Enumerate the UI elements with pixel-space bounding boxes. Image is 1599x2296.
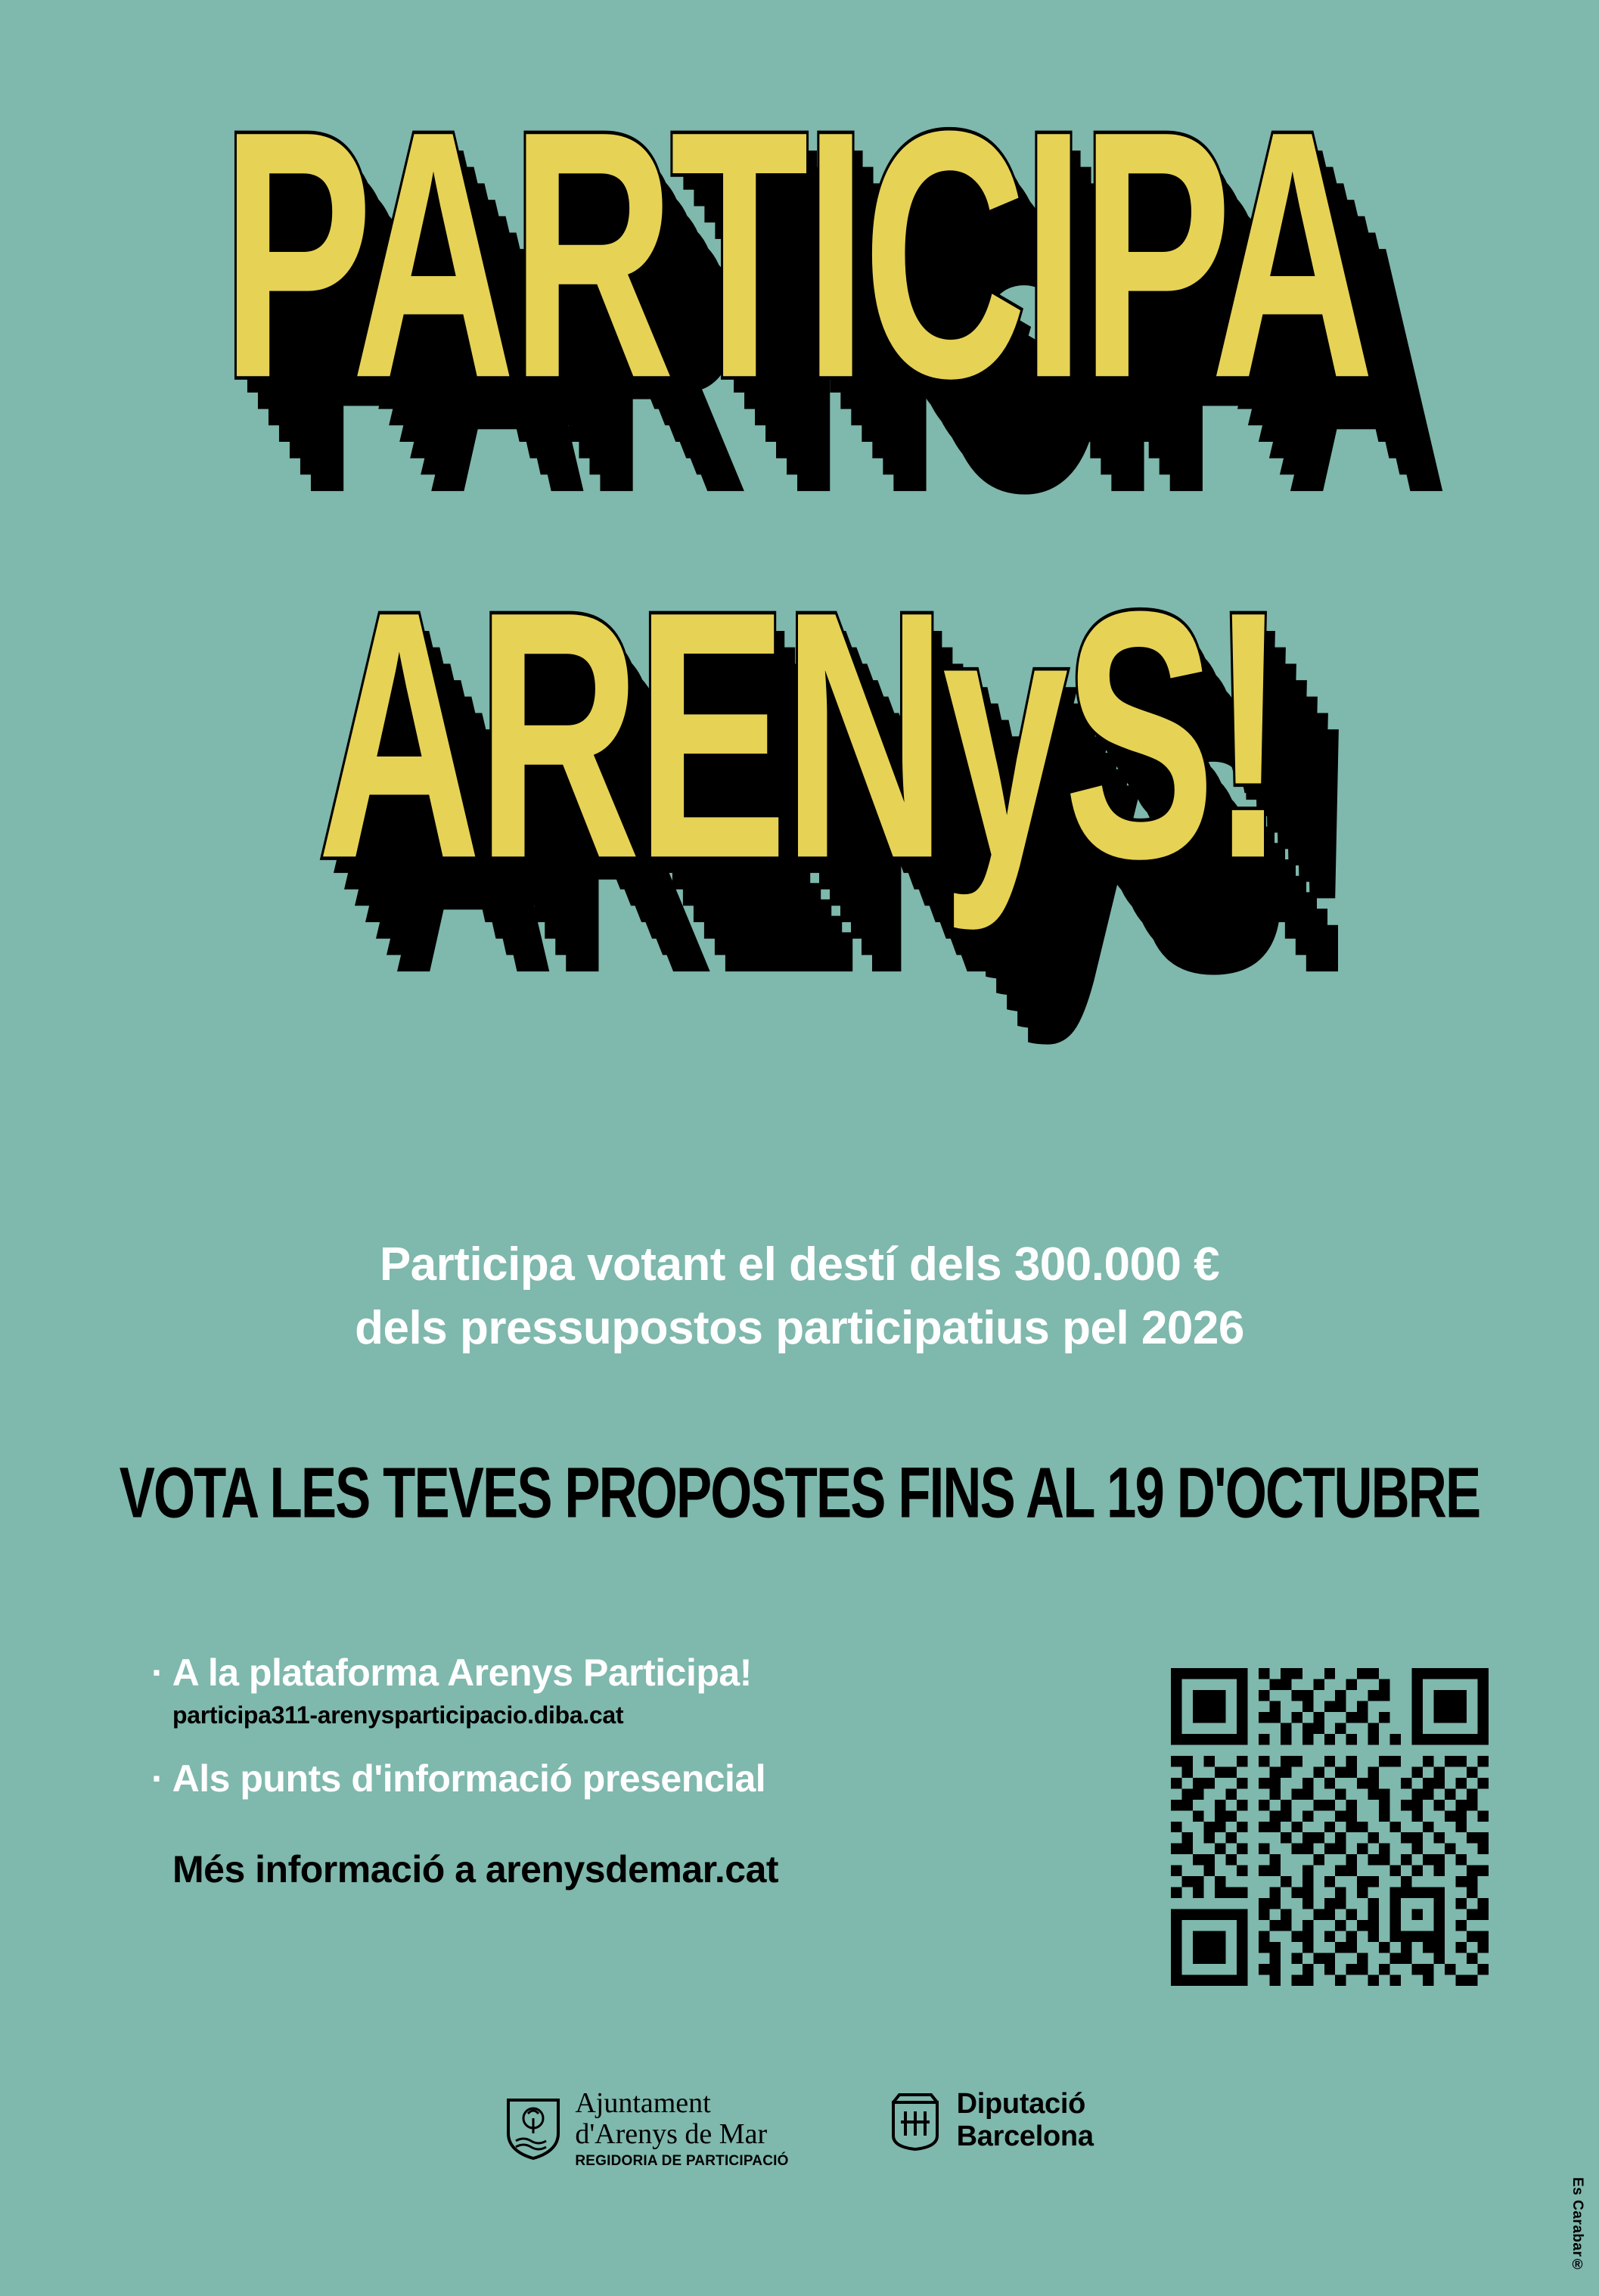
poster-headline <box>0 57 1599 932</box>
info-bullet-platform: · A la plataforma Arenys Participa! <box>151 1651 752 1694</box>
logo-diputacio-line-2: Barcelona <box>956 2120 1094 2152</box>
headline-line-2-lower: y <box>942 537 1064 932</box>
logo-ajuntament-arenys-de-mar <box>505 2088 788 2170</box>
headline-line-2-end: S! <box>1063 537 1282 932</box>
tree-shield-crest-icon <box>505 2097 561 2161</box>
logo-ajuntament-line-1: Ajuntament <box>575 2087 711 2119</box>
qr-code-icon <box>1171 1668 1489 1986</box>
headline-line-1: PARTICIPA <box>221 57 1371 452</box>
logo-diputacio-barcelona <box>887 2088 1094 2153</box>
logo-diputacio-line-1: Diputació <box>956 2088 1086 2120</box>
subtitle-line-2: dels pressupostos participatius pel 2026 <box>355 1301 1244 1354</box>
info-block <box>151 1649 1097 1891</box>
logo-ajuntament-line-3: REGIDORIA DE PARTICIPACIÓ <box>575 2153 789 2170</box>
headline-line-2-main: AREN <box>317 537 942 932</box>
designer-credit: Es Carabar® <box>1570 2177 1585 2273</box>
info-more-information[interactable]: Més informació a arenysdemar.cat <box>172 1848 779 1891</box>
info-platform-url[interactable]: participa311-arenysparticipacio.diba.cat <box>172 1701 624 1729</box>
logo-ajuntament-text <box>575 2088 788 2170</box>
logo-diputacio-text <box>957 2088 1094 2153</box>
subtitle-line-1: Participa votant el destí dels 300.000 € <box>379 1238 1220 1291</box>
logo-ajuntament-line-2: d'Arenys de Mar <box>575 2118 768 2151</box>
qr-code[interactable] <box>1171 1668 1489 1986</box>
poster-subtitle <box>0 1233 1599 1359</box>
deadline-text: VOTA LES TEVES PROPOSTES FINS AL 19 D'OCTUBRE <box>119 1452 1480 1533</box>
diba-crest-icon <box>887 2089 943 2152</box>
headline-line-2 <box>0 537 1599 932</box>
footer-logos <box>0 2088 1599 2170</box>
info-bullet-presencial: · Als punts d'informació presencial <box>151 1757 766 1800</box>
